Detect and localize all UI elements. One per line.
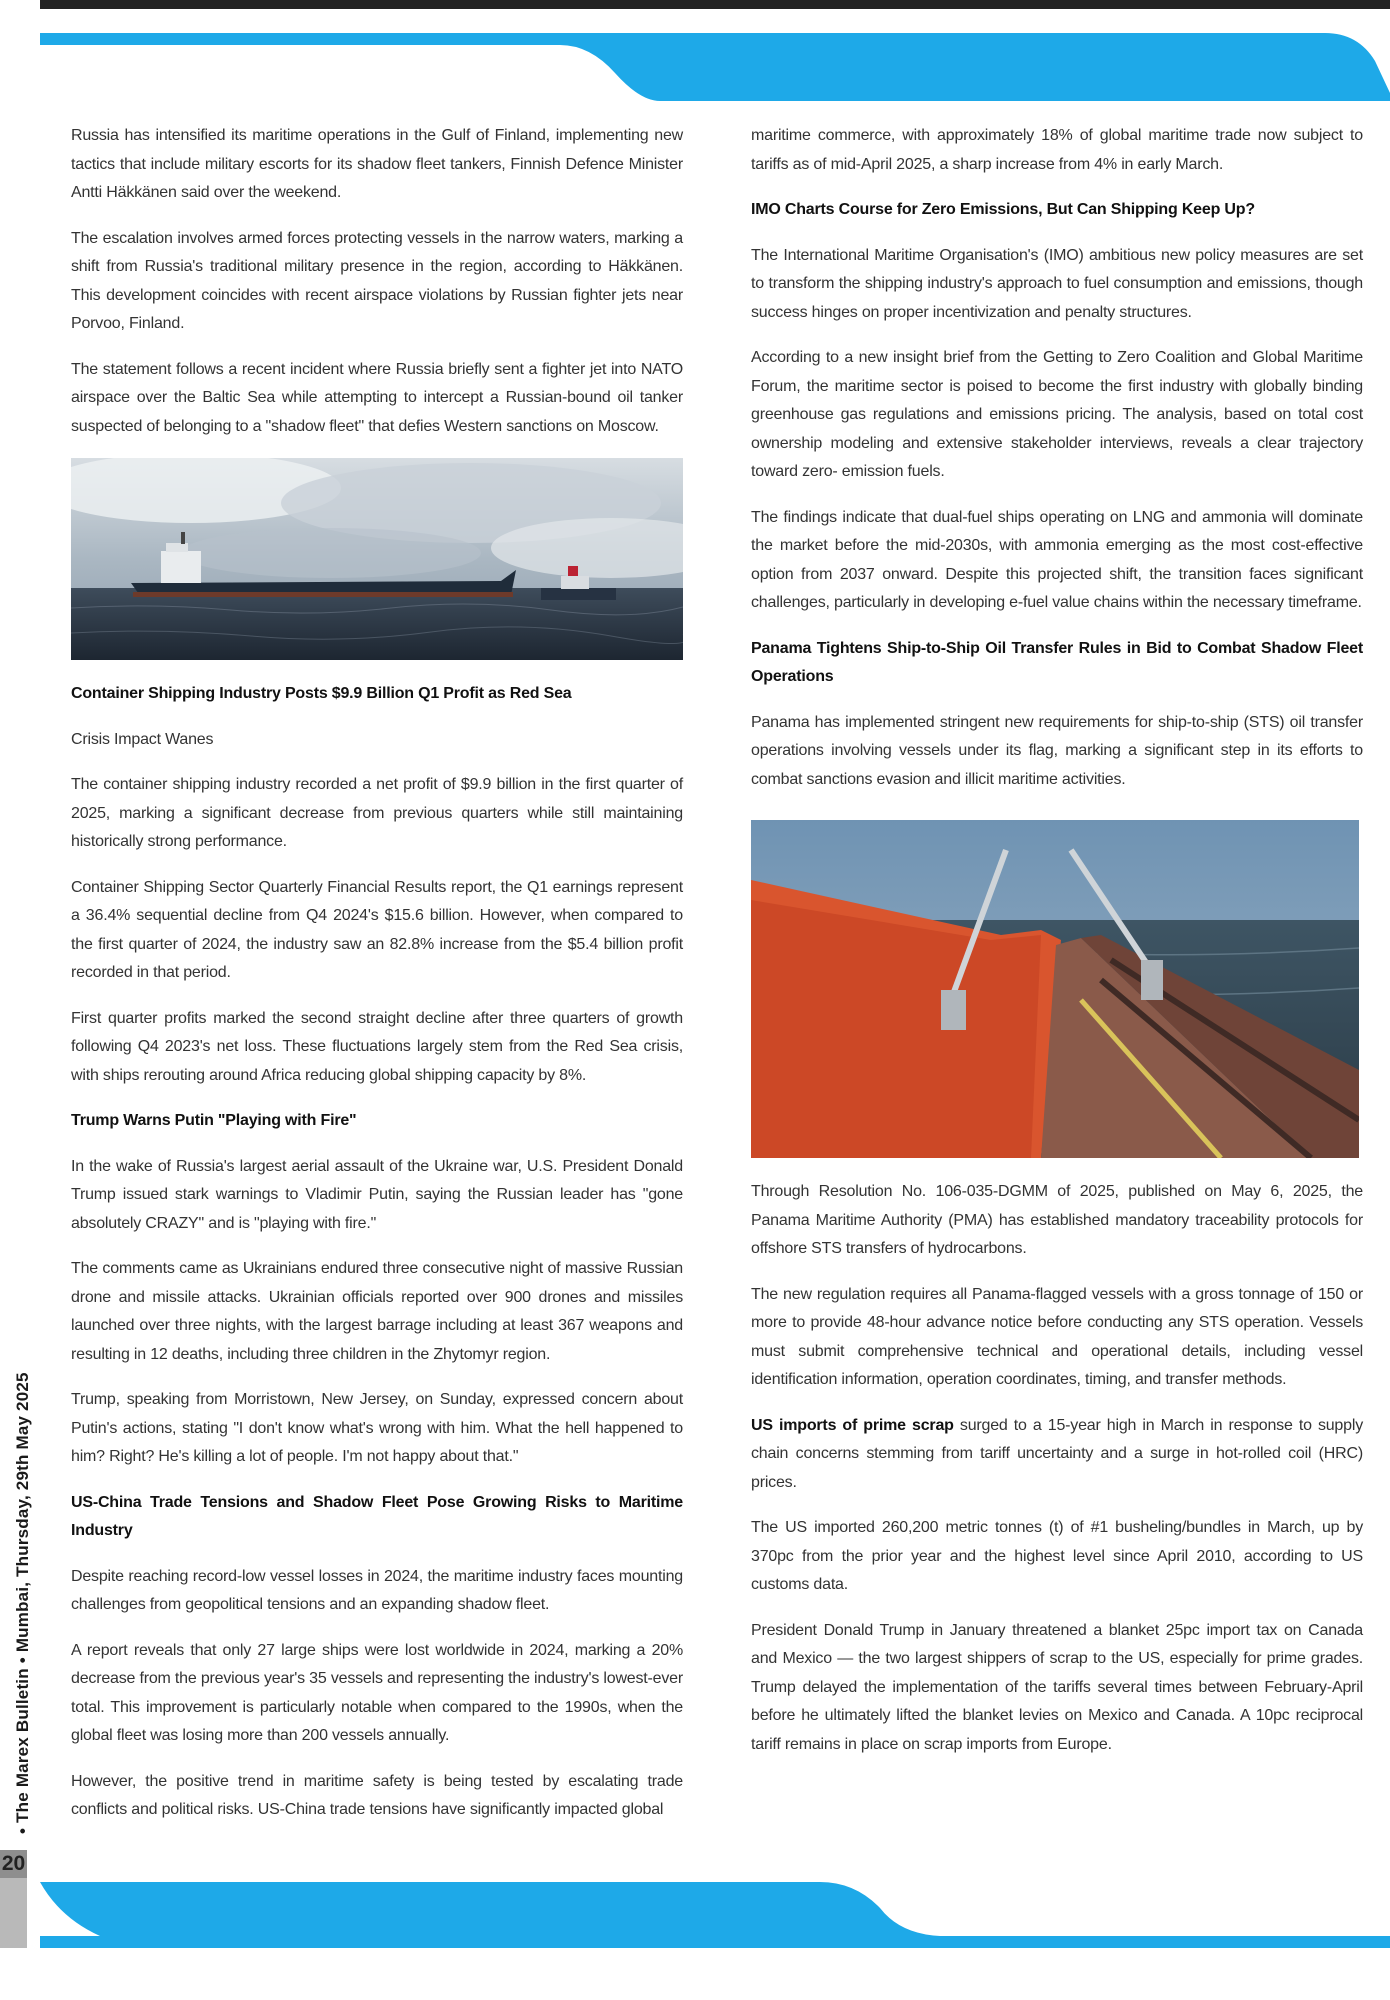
article-paragraph: President Donald Trump in January threatened a blanket 25pc import tax on Canada and Mexico — the two largest shippers of scrap to the US, especially for prime grades. Trump delayed the implementation of the tariffs several times between February-April before he ultimately lifted the blanket levies on Mexico and Canada. A 10pc reciprocal tariff remains in place on scrap imports from Europe. — [751, 1621, 1363, 1753]
article-paragraph: The new regulation requires all Panama-flagged vessels with a gross tonnage of 150 or more to provide 48-hour advance notice before conducting any STS operation. Vessels must submit comprehensive technical and operational details, including vessel identification information, operation coordinates, timing, and transfer methods. — [751, 1285, 1363, 1388]
tanker-escort-photo — [71, 458, 683, 660]
article-paragraph: Despite reaching record-low vessel losses in 2024, the maritime industry faces mounting challenges from geopolitical tensions and an expanding shadow fleet. — [71, 1567, 683, 1613]
header-wave-banner — [40, 33, 1390, 101]
top-border-bar — [40, 0, 1390, 9]
article-paragraph: Through Resolution No. 106-035-DGMM of 2025, published on May 6, 2025, the Panama Maritime Authority (PMA) has established mandatory traceability protocols for offshore STS transfers of hydrocarbons. — [751, 1183, 1363, 1257]
article-paragraph: Trump, speaking from Morristown, New Jersey, on Sunday, expressed concern about Putin's actions, stating "I don't know what's wrong with him. What the hell happened to him? Right? He's killing a lot of people. I'm not happy about that." — [71, 1391, 683, 1465]
article-paragraph: The escalation involves armed forces protecting vessels in the narrow waters, marking a shift from Russia's traditional military presence in the region, according to Häkkänen. This development coincides with recent airspace violations by Russian fighter jets near Porvoo, Finland. — [71, 229, 683, 332]
headline-trump-putin: Trump Warns Putin "Playing with Fire" — [71, 1112, 357, 1129]
headline-panama-sts: Panama Tightens Ship-to-Ship Oil Transfer Rules in Bid to Combat Shadow Fleet Operations — [751, 639, 1363, 685]
article-paragraph: Container Shipping Sector Quarterly Financial Results report, the Q1 earnings represent a 36.4% sequential decline from Q4 2024's $15.6 billion. However, when compared to the first quarter of 2024, the industry saw an 82.8% increase from the $5.4 billion profit recorded in that period. — [71, 878, 683, 981]
article-paragraph: Panama has implemented stringent new requirements for ship-to-ship (STS) oil transfer operations involving vessels under its flag, marking a significant step in its efforts to combat sanctions evasion and illicit maritime activities. — [751, 713, 1363, 788]
headline-us-china-trade: US-China Trade Tensions and Shadow Fleet Pose Growing Risks to Maritime Industry — [71, 1493, 683, 1539]
article-paragraph: Crisis Impact Wanes — [71, 730, 214, 748]
article-paragraph: First quarter profits marked the second straight decline after three quarters of growth following Q4 2023's net loss. These fluctuations largely stem from the Red Sea crisis, with ships rerouting around Africa reducing global shipping capacity by 8%. — [71, 1009, 683, 1084]
right-column — [751, 122, 1363, 1776]
article-paragraph: In the wake of Russia's largest aerial assault of the Ukraine war, U.S. President Donald Trump issued stark warnings to Vladimir Putin, saying the Russian leader has "gone absolutely CRAZY" and is "playing with fire." — [71, 1157, 683, 1232]
article-paragraph: The International Maritime Organisation's (IMO) ambitious new policy measures are set to transform the shipping industry's approach to fuel consumption and emissions, though success hinges on proper incentivization and penalty structures. — [751, 246, 1363, 321]
publication-side-label: • The Marex Bulletin • Mumbai, Thursday, 29th May 2025 — [13, 1372, 32, 1834]
article-paragraph: The findings indicate that dual-fuel ships operating on LNG and ammonia will dominate the market before the mid-2030s, with ammonia emerging as the most cost-effective option from 2037 onward. Despite this projected shift, the transition faces significant challenges, particularly in developing e-fuel value chains within the necessary timeframe. — [751, 508, 1363, 611]
ship-to-ship-transfer-photo — [751, 820, 1363, 1158]
article-paragraph: According to a new insight brief from the Getting to Zero Coalition and Global Maritime Forum, the maritime sector is poised to become the first industry with globally binding greenhouse gas regulations and emissions pricing. The analysis, based on total cost ownership modeling and extensive stakeholder interviews, reveals a clear trajectory toward zero- emission fuels. — [751, 349, 1363, 480]
article-paragraph: maritime commerce, with approximately 18% of global maritime trade now subject to tariffs as of mid-April 2025, a sharp increase from 4% in early March. — [751, 127, 1363, 173]
footer-wave-banner — [40, 1878, 1390, 1948]
left-column — [71, 122, 683, 1842]
headline-imo-zero-emissions: IMO Charts Course for Zero Emissions, But Can Shipping Keep Up? — [751, 201, 1255, 218]
article-paragraph: The US imported 260,200 metric tonnes (t) of #1 busheling/bundles in March, up by 370pc from the prior year and the highest level since April 2010, according to US customs data. — [751, 1519, 1363, 1593]
article-paragraph: The statement follows a recent incident where Russia briefly sent a fighter jet into NATO airspace over the Baltic Sea while attempting to intercept a Russian-bound oil tanker suspected of belonging to a "shadow fleet" that defies Western sanctions on Moscow. — [71, 360, 683, 435]
article-paragraph: Russia has intensified its maritime operations in the Gulf of Finland, implementing new tactics that include military escorts for its shadow fleet tankers, Finnish Defence Minister Antti Häkkänen said over the weekend. — [71, 127, 683, 201]
headline-container-shipping: Container Shipping Industry Posts $9.9 Billion Q1 Profit as Red Sea — [71, 685, 572, 702]
scrap-lead-rest: surged to a 15-year high in March in response to supply chain concerns stemming from tariff uncertainty and a surge in hot-rolled coil (HRC) prices. — [751, 1416, 1363, 1491]
scrap-lead-bold: US imports of prime scrap — [751, 1416, 954, 1434]
article-paragraph: The comments came as Ukrainians endured three consecutive night of massive Russian drone and missile attacks. Ukrainian officials reported over 900 drones and missiles launched over three nights, with the largest barrage including at least 367 weapons and resulting in 12 deaths, including three children in the Zhytomyr region. — [71, 1260, 683, 1363]
article-paragraph: A report reveals that only 27 large ships were lost worldwide in 2024, marking a 20% decrease from the previous year's 35 vessels and representing the industry's lowest-ever total. This improvement is particularly notable when compared to the 1990s, when the global fleet was losing more than 200 vessels annually. — [71, 1641, 683, 1744]
article-paragraph: The container shipping industry recorded a net profit of $9.9 billion in the first quarter of 2025, marking a significant decrease from previous quarters while still maintaining historically strong performance. — [71, 776, 683, 850]
article-paragraph: However, the positive trend in maritime safety is being tested by escalating trade conflicts and political risks. US-China trade tensions have significantly impacted global — [71, 1772, 683, 1818]
article-paragraph — [751, 1412, 1363, 1498]
page-number: 20 — [0, 1850, 27, 1878]
